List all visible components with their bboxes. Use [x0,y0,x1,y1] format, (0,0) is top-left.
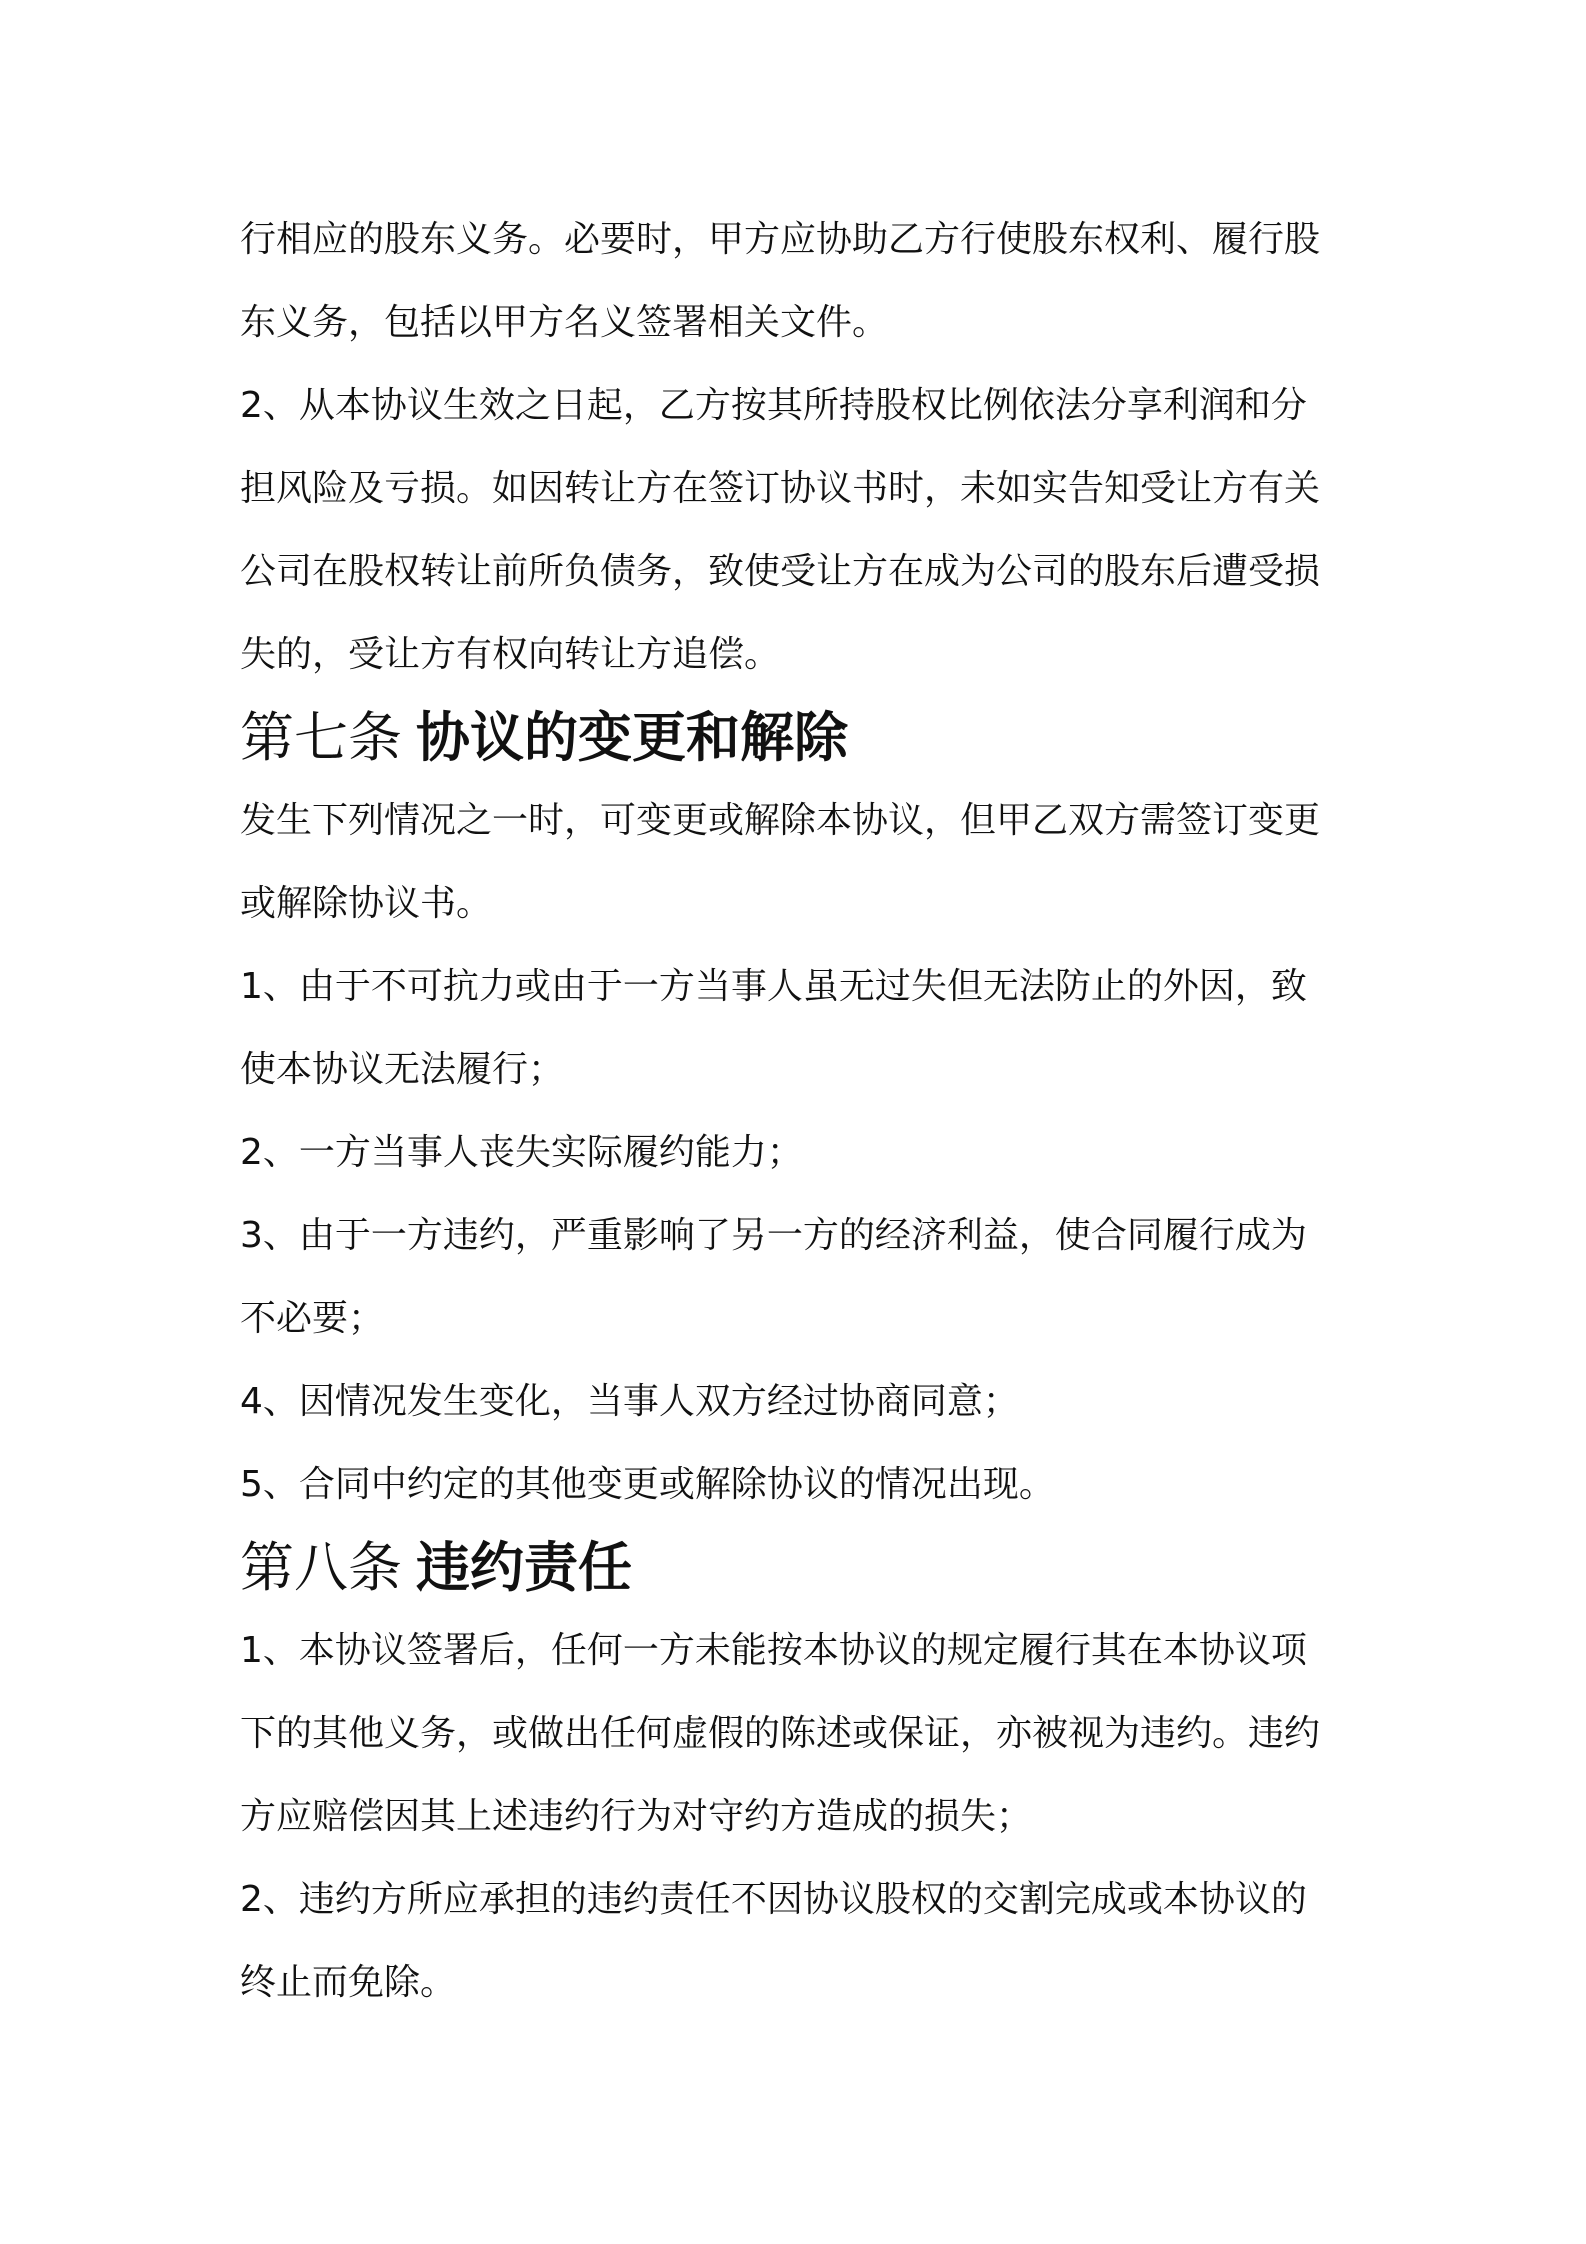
text-line: 5、合同中约定的其他变更或解除协议的情况出现。 [240,1464,1055,1505]
article-title: 违约责任 [416,1536,632,1599]
paragraph-shareholder-obligations [240,198,1355,364]
text-line: 1、由于不可抗力或由于一方当事人虽无过失但无法防止的外因，致 [240,966,1307,1007]
list-item-force-majeure [240,945,1355,1111]
text-line: 或解除协议书。 [240,883,493,924]
paragraph-change-conditions-intro [240,779,1355,945]
text-line: 不必要； [240,1298,385,1339]
text-line: 4、因情况发生变化，当事人双方经过协商同意； [240,1381,1019,1422]
paragraph-breach-liability-2 [240,1858,1355,2024]
article-title: 协议的变更和解除 [416,706,848,769]
text-line: 2、从本协议生效之日起，乙方按其所持股权比例依法分享利润和分 [240,385,1307,426]
text-line: 行相应的股东义务。必要时，甲方应协助乙方行使股东权利、履行股 [240,219,1321,260]
text-line: 东义务，包括以甲方名义签署相关文件。 [240,302,889,343]
text-line: 3、由于一方违约，严重影响了另一方的经济利益，使合同履行成为 [240,1215,1307,1256]
article-8-heading [240,1526,1355,1609]
text-line: 2、违约方所应承担的违约责任不因协议股权的交割完成或本协议的 [240,1879,1307,1920]
paragraph-clause-2-profit-sharing [240,364,1355,696]
text-line: 失的，受让方有权向转让方追偿。 [240,634,781,675]
list-item-other-conditions [240,1443,1355,1526]
article-number: 第八条 [240,1536,402,1599]
text-line: 发生下列情况之一时，可变更或解除本协议，但甲乙双方需签订变更 [240,800,1321,841]
text-line: 下的其他义务，或做出任何虚假的陈述或保证，亦被视为违约。违约 [240,1713,1321,1754]
text-line: 1、本协议签署后，任何一方未能按本协议的规定履行其在本协议项 [240,1630,1307,1671]
article-number: 第七条 [240,706,402,769]
paragraph-breach-liability-1 [240,1609,1355,1858]
list-item-mutual-agreement [240,1360,1355,1443]
list-item-breach [240,1194,1355,1360]
document-body [240,198,1355,2024]
list-item-loss-of-capacity [240,1111,1355,1194]
text-line: 担风险及亏损。如因转让方在签订协议书时，未如实告知受让方有关 [240,468,1321,509]
text-line: 使本协议无法履行； [240,1049,565,1090]
text-line: 公司在股权转让前所负债务，致使受让方在成为公司的股东后遭受损 [240,551,1321,592]
text-line: 终止而免除。 [240,1962,457,2003]
text-line: 2、一方当事人丧失实际履约能力； [240,1132,803,1173]
article-7-heading [240,696,1355,779]
text-line: 方应赔偿因其上述违约行为对守约方造成的损失； [240,1796,1033,1837]
